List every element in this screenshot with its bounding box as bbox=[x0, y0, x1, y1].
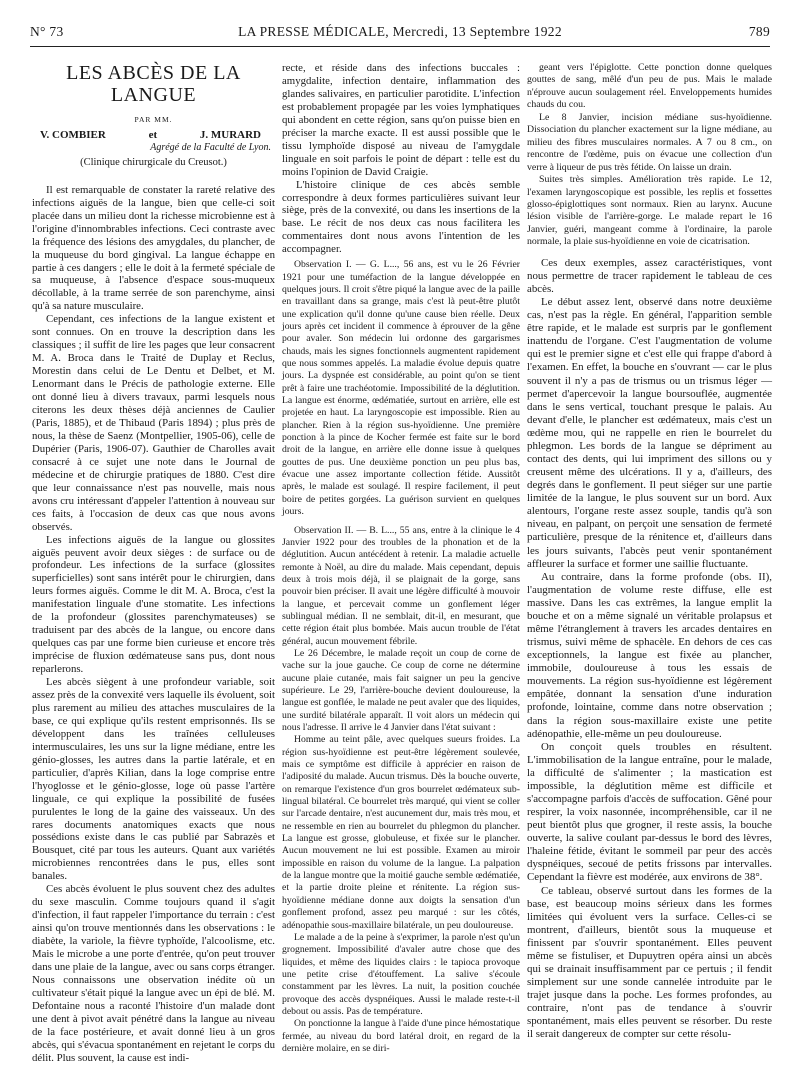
section-spacer bbox=[527, 249, 772, 257]
paragraph: recte, et réside dans des infections buccales : amygdalite, infection dentaire, inflammation des glandes salivaires, en particulier parotidite. L'infection est probablement propagée par les voies lymphatiques qui abondent en cette région, sans qu'on puisse bien en préciser la marche exacte. Il est aussi possible que le tissu lymphoïde disposé au niveau de l'amygdale linguale en soit parfois le point de départ : telle est du moins l'opinion de David Craigie. bbox=[282, 62, 520, 178]
observation-paragraph: On ponctionne la langue à l'aide d'une pince hémostatique fermée, au niveau du bord latéral droit, en regard de la dernière molaire, en se diri- bbox=[282, 1018, 520, 1054]
by-line: PAR MM. bbox=[134, 115, 173, 124]
paragraph: On conçoit quels troubles en résultent. L'immobilisation de la langue entraîne, pour le malade, la difficulté de s'alimenter ; la mastication est impossible, la déglutition même est difficile et s'accompagne parfois d'accès de suffocation. Gêné pour respirer, la voix nasonnée, incompréhensible, car il ne peut bientôt plus que grogner, il reste assis, la bouche ouverte, la salive coulant par-dessus le bord des lèvres, l'haleine fétide, évitant le sommeil par peur des accès dyspnéiques, secoué de petits frissons par intervalles. Cependant la fièvre est modérée, aux environs de 38°. bbox=[527, 740, 772, 884]
paragraph: Au contraire, dans la forme profonde (obs. II), l'augmentation de volume reste diffuse, elle est massive. Dans les cas extrêmes, la langue emplit la bouche et on a même signalé un véritable prolapsus et même l'étranglement à travers les arcades dentaires en trismus, suivi même de sphacèle. En dehors de ces cas exceptionnels, la langue est fixée au plancher, immobile, douloureuse à tous les essais de mouvements. La région sus-hyoïdienne est légèrement empâtée, donnant la sensation d'une induration profonde, lointaine, comme dans notre observation ; dans la région sous-maxillaire existe une petite adénopathie, elle-même un peu douloureuse. bbox=[527, 570, 772, 740]
observation-paragraph: Le 8 Janvier, incision médiane sus-hyoïdienne. Dissociation du plancher exactement sur la ligne médiane, au milieu des fibres musculaires normales. A 7 ou 8 cm., on rencontre de l'œdème, puis on évacue une collection d'un verre à liqueur de pus très fétide. On laisse un drain. bbox=[527, 111, 772, 173]
column-3 bbox=[527, 62, 772, 1041]
paragraph: Ce tableau, observé surtout dans les formes de la base, est beaucoup moins sérieux dans les formes limitées qui évoluent vers la surface. Celles-ci se montrent, d'ailleurs, bientôt sous la muqueuse et finissent par s'ouvrir spontanément. Elles peuvent même se fistuliser, et Dupuytren opéra ainsi un abcès qui se drainait insuffisamment par ce pertuis ; il fendit simplement sur une sonde cannelée introduite par le trajet jusque dans la poche. Les formes profondes, au contraire, n'ont pas de tendance à s'ouvrir spontanément, mais elles peuvent se résorber. Du reste il serait dangereux de compter sur cette résolu- bbox=[527, 884, 772, 1041]
observation-paragraph: Le 26 Décembre, le malade reçoit un coup de corne de vache sur la joue gauche. Ce coup de corne ne détermine aucune plaie cutanée, mais fait saigner un peu la gencive supérieure. Le 29, l'arrière-bouche devient douloureuse, la langue est gonflée, le malade ne peut avaler que des liquides, une surdité bilatérale apparaît. Il voit alors un médecin qui nous l'adresse. Il arrive le 4 Janvier dans l'état suivant : bbox=[282, 647, 520, 734]
paragraph: Il est remarquable de constater la rareté relative des infections aiguës de la langue, bien que celle-ci soit placée dans un milieu dont la richesse microbienne est à l'origine d'innombrables infections. Ceci contraste avec la fréquence des lésions des amygdales, du plancher, de la muqueuse du bord gingival. La langue échappe en partie à ces dangers ; elle le doit à la fermeté spéciale de sa muqueuse, à l'absence d'espace sous-muqueux décollable, à la trame serrée de son parenchyme, ainsi qu'à sa nature musculaire. bbox=[32, 183, 275, 313]
journal-title: LA PRESSE MÉDICALE, Mercredi, 13 Septembre 1922 bbox=[238, 24, 562, 39]
column-2 bbox=[282, 62, 520, 1055]
clinic-name: (Clinique chirurgicale du Creusot.) bbox=[80, 156, 227, 168]
article-title: LES ABCÈS DE LA LANGUE bbox=[66, 62, 241, 106]
observation-paragraph: Le malade a de la peine à s'exprimer, la parole n'est qu'un grognement. Impossibilité d'avaler autre chose que des liquides, et même des liquides clairs : le tapioca provoque une petite crise d'étouffement. La salive s'écoule constamment par les lèvres. La nuit, la position couchée provoque des accès dyspnéiques. Aussi le malade reste-t-il debout ou assis. Pas de température. bbox=[282, 931, 520, 1017]
paragraph: L'histoire clinique de ces abcès semble correspondre à deux formes particulières suivant leur siège, près de la convexité, ou dans les insertions de la base. Le récit de nos deux cas nous facilitera les commentaires dont nous avons l'intention de les accompagner. bbox=[282, 178, 520, 256]
author-2: J. MURARD bbox=[199, 128, 261, 141]
author-1: V. COMBIER bbox=[40, 128, 106, 141]
author-conjunction: et bbox=[148, 128, 158, 141]
header-rule bbox=[30, 46, 770, 47]
observation-1 bbox=[282, 259, 520, 1055]
observation-paragraph: Homme au teint pâle, avec quelques sueurs froides. La région sus-hyoïdienne est peut-être légèrement soulevée, mais ce symptôme est difficile à apprécier en raison de l'adiposité du malade. Aucun trismus. Dès la bouche ouverte, on remarque l'existence d'un gros bourrelet œdémateux sub-lingual bilatéral. Ce bourrelet très marqué, qui vient se coller sur l'arcade dentaire, n'est aucunement dur, mais très mou, et ne ressemble en rien au bourrelet du phlegmon du plancher. La langue est grosse, globuleuse, et fixée sur le plancher. Aucun mouvement ne lui est possible. Examen au miroir impossible en raison du volume de la langue. La palpation de la langue montre que la moitié gauche semble œdématiée, et la partie droite pleine et rénitente. La région sus-hyoïdienne médiane donne aux doigts la sensation d'un gonflement profond, assez peu marqué : sur les côtés, adénopathie sous-maxillaire bilatérale, un peu douloureuse. bbox=[282, 734, 520, 931]
column-1 bbox=[32, 62, 275, 1065]
paragraph: Le début assez lent, observé dans notre deuxième cas, n'est pas la règle. En général, l'apparition semble être rapide, et le malade est surpris par le gonflement inattendu de l'organe. C'est l'augmentation de volume qui est le premier signe et c'est elle qui frappe d'abord à l'examen. En effet, la bouche en s'ouvrant — car le plus souvent il n'y a pas de trismus ou un trismus léger — permet d'apercevoir la langue boursouflée, augmentée dans le sens vertical, touchant presque le palais. Au devant d'elle, le plancher est œdémateux, mais c'est un œdème mou, qui ne rappelle en rien le bourrelet du phlegmon. Les bords de la langue se dépriment au contact des dents, qui lui impriment des sillons ou y creusent même des ulcérations. Il y a, d'ailleurs, des degrés dans le gonflement. Il peut siéger sur une partie limitée de la langue, le plus souvent sur un bord. Aux alentours, l'organe reste assez souple, tandis qu'à son niveau, en palpant, on perçoit une sensation de fermeté particulière, presque de la rénitence et, d'ailleurs dans les jours suivants, l'abcès peut venir spontanément affleurer la surface et former une saillie fluctuante. bbox=[527, 296, 772, 570]
observation-paragraph: Suites très simples. Amélioration très rapide. Le 12, l'examen laryngoscopique est possible, les replis et fossettes glosso-épiglottiques sont normaux. Rien au larynx. Aucune lésion visible de l'arrière-gorge. Le malade repart le 16 Janvier, guéri, mangeant comme à l'ordinaire, la parole normale, la plaie sus-hyoïdienne en voie de cicatrisation. bbox=[527, 174, 772, 248]
paragraph: Ces abcès évoluent le plus souvent chez des adultes du sexe masculin. Comme toujours quand il s'agit d'infection, il faut rappeler l'importance du terrain : c'est ainsi qu'on trouve mentionnés dans les observations : le diabète, la variole, la fièvre typhoïde, l'alcoolisme, etc. Mais le microbe a une porte d'entrée, qu'on peut trouver dans une plaie de la langue, avec ou sans corps étranger. Nous connaissons une observation inédite où un cultivateur s'était piqué la langue avec un épi de blé. M. Defontaine nous a raconté l'histoire d'un malade dont une dent à pivot avait pénétré dans la langue au niveau de la face postérieure, et avait donné lieu à un gros abcès, qui s'évacua spontanément en rejetant le corps du délit. Plus souvent, la cause est indi- bbox=[32, 883, 275, 1064]
paragraph: Ces deux exemples, assez caractéristiques, vont nous permettre de tracer rapidement le tableau de ces abcès. bbox=[527, 256, 772, 295]
observation-paragraph: geant vers l'épiglotte. Cette ponction donne quelques gouttes de sang, mêlé d'un peu de pus. Mais le malade n'éprouve aucun soulagement réel. Enveloppements humides chauds du cou. bbox=[527, 62, 772, 111]
observation-continued bbox=[527, 62, 772, 249]
observation-paragraph: Observation I. — G. L..., 56 ans, est vu le 26 Février 1921 pour une tuméfaction de la langue développée en quelques jours. Il croit s'être piqué la langue avec de la paille en travaillant dans sa grange, mais c'est là peut-être plutôt une explication qu'il donne qu'une cause bien réelle. Deux jours après cet incident il commence à éprouver de la gêne pour avaler. Son médecin lui ordonne des gargarismes chauds, mais les signes fonctionnels augmentent rapidement que nous sommes appelés. La maladie évolue depuis quatre jours. La dyspnée est considérable, au point qu'on se tient prêt à faire une trachéotomie. Impossibilité de la déglutition. La langue est énorme, œdématiée, surtout en arrière, elle est projetée en haut. La laryngoscopie est impossible. Rien au plancher. Rien à la région sus-hyoïdienne. Une première ponction à la pince de Kocher fermée est faite sur le bord droit de la langue, en arrière elle donne issue à quelques gouttes de pus. Une deuxième ponction un peu plus bas, évacue une assez importante collection fétide. Aussitôt après, le malade est soulagé. Il respire facilement, il peut boire de petites gorgées. La guérison survient en quelques jours. bbox=[282, 259, 520, 518]
author-affiliation: Agrégé de la Faculté de Lyon. bbox=[150, 141, 271, 153]
paragraph: Cependant, ces infections de la langue existent et sont connues. On en trouve la description dans les classiques ; il suffit de lire les pages que leur consacrent M. A. Broca dans le Traité de Duplay et Reclus, Morestin dans celui de Le Dentu et Delbet, et M. Lenormant dans le Précis de pathologie externe. Elle ont donné lieu à divers travaux, parmi lesquels nous citerons les deux thèses déjà anciennes de Caulier (Paris, 1885), et de Thibaud (Paris 1894) ; plus près de nous, la thèse de Saenz (Montpellier, 1905-06), celle de Dupérier (Paris, 1906-07). Gauthier de Charolles avait consacré à ce sujet une note dans le Journal de médecine et de chirurgie pratiques de 1880. C'est dire que leur connaissance n'est pas nouvelle, mais nous avons cru intéressant d'appeler l'attention à nouveau sur ces faits, à l'occasion de deux cas que nous avons observés. bbox=[32, 313, 275, 533]
paragraph: Les infections aiguës de la langue ou glossites aiguës peuvent avoir deux sièges : de surface ou de profondeur. Les infections de la surface (glossites superficielles) sont sans intérêt pour le chirurgien, dans leurs formes aiguës. Comme le dit M. A. Broca, c'est la manifestation linguale d'une stomatite. Les infections de la profondeur (glossites parenchymateuses) se traduisent par des abcès de la langue, ou encore dans quelques cas par une forme bien curieuse et encore très imprécise de fluxion œdémateuse sans pus, dont nous reparlerons. bbox=[32, 533, 275, 676]
observation-paragraph: Observation II. — B. L..., 55 ans, entre à la clinique le 4 Janvier 1922 pour des troubles de la phonation et de la déglutition. Aucun antécédent à retenir. La maladie actuelle remonte à Noël, au dire du malade. Mais cependant, depuis deux à trois mois déjà, il se plaignait de la gorge, sans pouvoir bien préciser. Il avait une légère difficulté à mouvoir la langue, et percevait comme un gonflement léger sublingual médian. Il ne semblait, dit-il, en mesurant, que cette région était plus bombée. Mais aucun trouble de l'état général, aucun mouvement fébrile. bbox=[282, 524, 520, 647]
authors bbox=[32, 129, 275, 142]
page-number: 789 bbox=[748, 24, 770, 39]
paragraph: Les abcès siègent à une profondeur variable, soit assez près de la convexité vers laquelle ils évoluent, soit plus rarement au milieu des attaches musculaires de la base, ce qui explique qu'ils restent emprisonnés. Ils se développent dans les traînées celluleuses intermusculaires, les uns sur la ligne médiane, entre les génio-glosses, les autres dans la partie latérale, et en particulier, d'après Kilian, dans la loge comprise entre l'hyoglosse et le génio-glosse, loge où passe l'artère linguale, ce qui explique la possibilité de fusées purulentes le long de la gaine des vaisseaux. Un des rares documents anatomiques exacts que nous possédions existe dans le cas publié par Sabrazès et Bousquet, cité par tous les auteurs. Quant aux variétés microbiennes rencontrées dans le pus, elles sont banales. bbox=[32, 676, 275, 883]
running-header bbox=[30, 24, 770, 42]
issue-number: N° 73 bbox=[30, 24, 64, 39]
